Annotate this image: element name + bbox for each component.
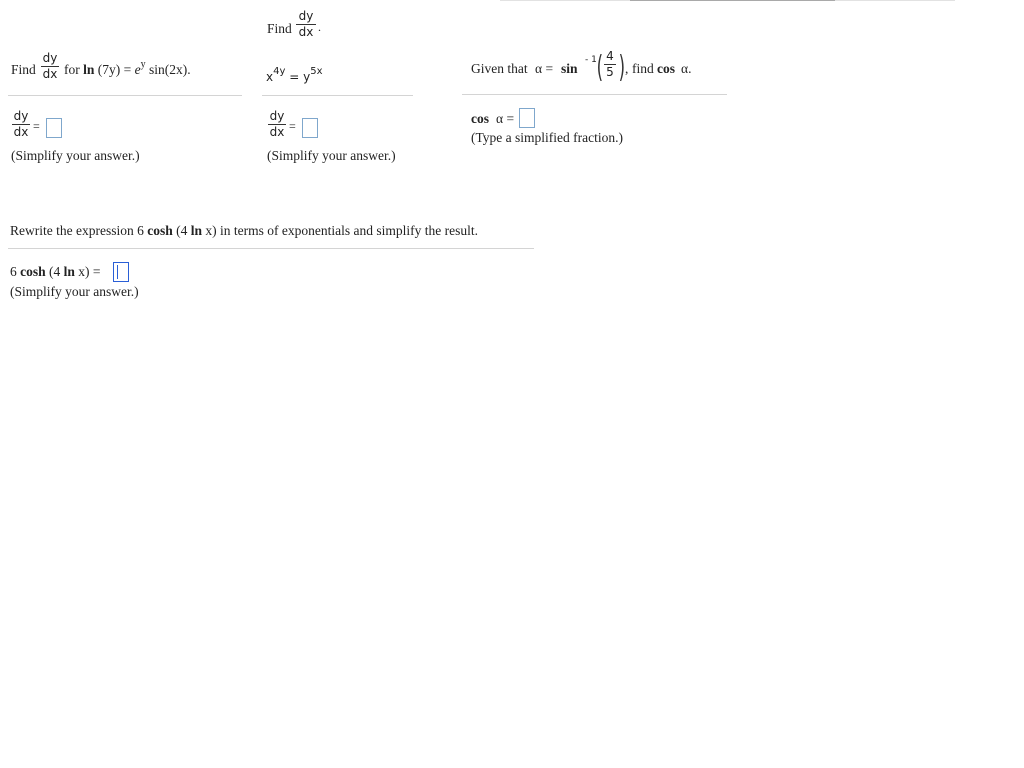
equation — [266, 66, 323, 84]
top-edge-bar-right — [835, 0, 955, 1]
divider — [8, 248, 534, 249]
fraction-denominator: 5 — [606, 65, 614, 79]
find-text: find — [632, 61, 654, 76]
hint-text: (Type a simplified fraction.) — [471, 130, 624, 145]
answer-cos-label: cos — [471, 111, 489, 126]
four-fifths-fraction — [604, 50, 616, 79]
equals-sign: = — [33, 119, 40, 133]
divider — [8, 95, 242, 96]
hint-text: (Simplify your answer.) — [11, 148, 140, 163]
y-exponent: 5x — [310, 66, 323, 77]
sin-operator: sin — [561, 61, 578, 76]
find-label: Find — [11, 62, 36, 77]
right-paren: ) — [618, 50, 626, 85]
answer-expression — [10, 264, 101, 280]
fraction-numerator: dy — [269, 109, 285, 123]
answer-ln: ln — [63, 264, 75, 279]
divider — [462, 94, 727, 95]
alpha-equals: α = — [535, 61, 554, 76]
fraction-denominator: dx — [298, 25, 314, 39]
answer-input[interactable] — [113, 262, 129, 282]
cosh-operator: cosh — [147, 223, 173, 238]
top-edge-bar-left — [500, 0, 630, 1]
fraction-denominator: dx — [13, 125, 29, 139]
x-exponent: 4y — [273, 66, 286, 77]
cos-operator: cos — [657, 61, 675, 76]
fraction-numerator: dy — [13, 109, 29, 123]
fraction-numerator: 4 — [606, 49, 614, 63]
given-text: Given that — [471, 61, 528, 76]
for-text: for — [64, 62, 80, 77]
prompt-text — [10, 223, 478, 239]
x-var: x — [266, 70, 274, 84]
answer-dy-dx-fraction — [12, 110, 30, 139]
answer-alpha-equals: α = — [496, 111, 515, 126]
top-edge-bar-mid — [630, 0, 835, 1]
fraction-denominator: dx — [42, 67, 58, 81]
lhs-argument: (7y) = — [97, 62, 132, 77]
hint-text: (Simplify your answer.) — [10, 284, 139, 299]
alpha-end: α. — [681, 61, 692, 76]
ln-operator: ln — [190, 223, 202, 238]
dy-dx-fraction — [296, 10, 316, 39]
inverse-exponent: - 1 — [585, 55, 597, 65]
e-exponent: y — [140, 59, 146, 70]
answer-dy-dx-fraction — [268, 110, 286, 139]
prompt-before: Rewrite the expression 6 — [10, 223, 144, 238]
fraction-denominator: dx — [269, 125, 285, 139]
answer-six: 6 — [10, 264, 17, 279]
left-paren: ( — [596, 50, 604, 85]
prompt-arg-open: (4 — [176, 223, 188, 238]
equals-y: = y — [289, 70, 311, 84]
e-constant: e — [134, 62, 141, 77]
hint-text: (Simplify your answer.) — [267, 148, 396, 163]
sin-term: sin(2x). — [149, 62, 191, 77]
divider — [262, 95, 413, 96]
answer-tail: x) = — [78, 264, 101, 279]
prompt-after: x) in terms of exponentials and simplify the result. — [205, 223, 478, 238]
answer-input[interactable] — [302, 118, 318, 138]
dy-dx-fraction — [41, 52, 59, 81]
answer-cosh: cosh — [20, 264, 46, 279]
ln-operator: ln — [83, 62, 95, 77]
answer-input[interactable] — [46, 118, 62, 138]
find-label: Find — [267, 21, 292, 36]
comma: , — [625, 61, 629, 76]
equals-sign: = — [289, 119, 296, 133]
fraction-numerator: dy — [42, 51, 58, 65]
period: . — [318, 20, 321, 34]
fraction-numerator: dy — [298, 9, 314, 23]
answer-arg-open: (4 — [49, 264, 61, 279]
problem-equation — [64, 59, 191, 78]
answer-input[interactable] — [519, 108, 535, 128]
